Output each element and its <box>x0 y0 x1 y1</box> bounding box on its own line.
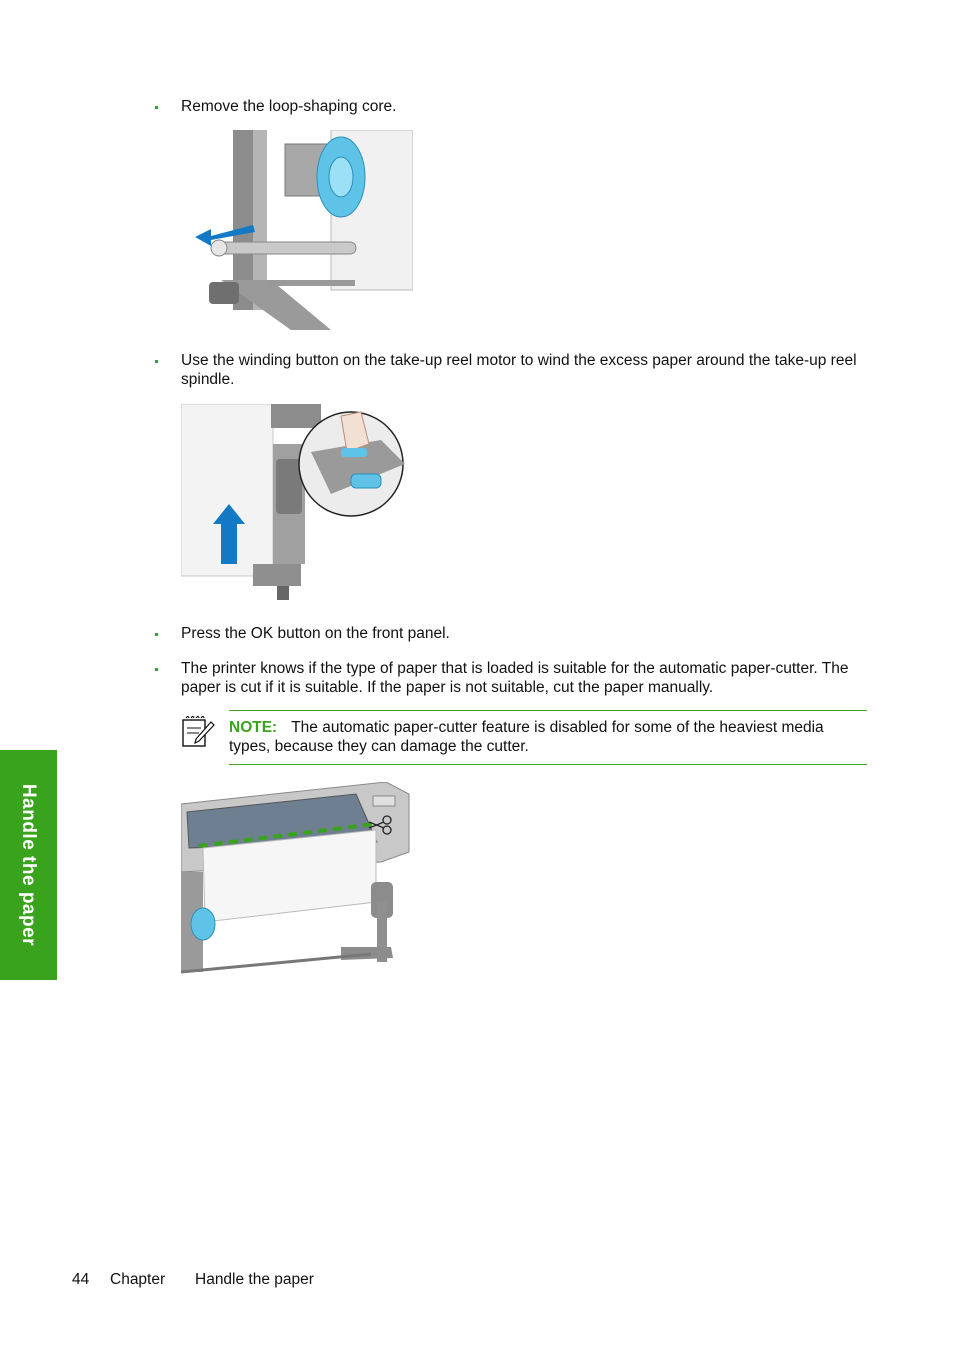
note-icon <box>181 714 215 748</box>
figure-winding-button <box>181 404 413 604</box>
chapter-title: Handle the paper <box>195 1271 314 1288</box>
note-label: NOTE: <box>229 719 278 736</box>
side-tab-label: Handle the paper <box>18 783 39 947</box>
step-wind-paper <box>155 351 867 389</box>
chapter-label: Chapter <box>110 1271 166 1288</box>
step-text: Remove the loop-shaping core. <box>181 98 397 115</box>
bullet <box>155 633 158 636</box>
figure-printer-cutter <box>181 782 413 984</box>
page-footer <box>72 1271 314 1289</box>
bullet <box>155 668 158 671</box>
step-remove-core <box>155 97 867 116</box>
step-text: The printer knows if the type of paper that is loaded is suitable for the automatic paper-cutter. The paper is cut if it is suitable. If the paper is not suitable, cut the paper manually. <box>181 660 849 696</box>
chapter-side-tab <box>0 750 57 980</box>
note-box <box>181 710 867 765</box>
bullet <box>155 106 158 109</box>
page-number: 44 <box>72 1271 90 1288</box>
step-text: Press the OK button on the front panel. <box>181 625 450 642</box>
step-text: Use the winding button on the take-up reel motor to wind the excess paper around the take-up reel spindle. <box>181 352 857 388</box>
step-press-ok <box>155 624 867 643</box>
note-text: The automatic paper-cutter feature is disabled for some of the heaviest media types, because they can damage the cutter. <box>229 719 824 755</box>
note-body <box>229 718 867 756</box>
bullet <box>155 360 158 363</box>
step-paper-cutter <box>155 659 867 697</box>
figure-remove-core <box>181 130 413 333</box>
note-rule-bottom <box>229 764 867 765</box>
note-rule-top <box>229 710 867 711</box>
